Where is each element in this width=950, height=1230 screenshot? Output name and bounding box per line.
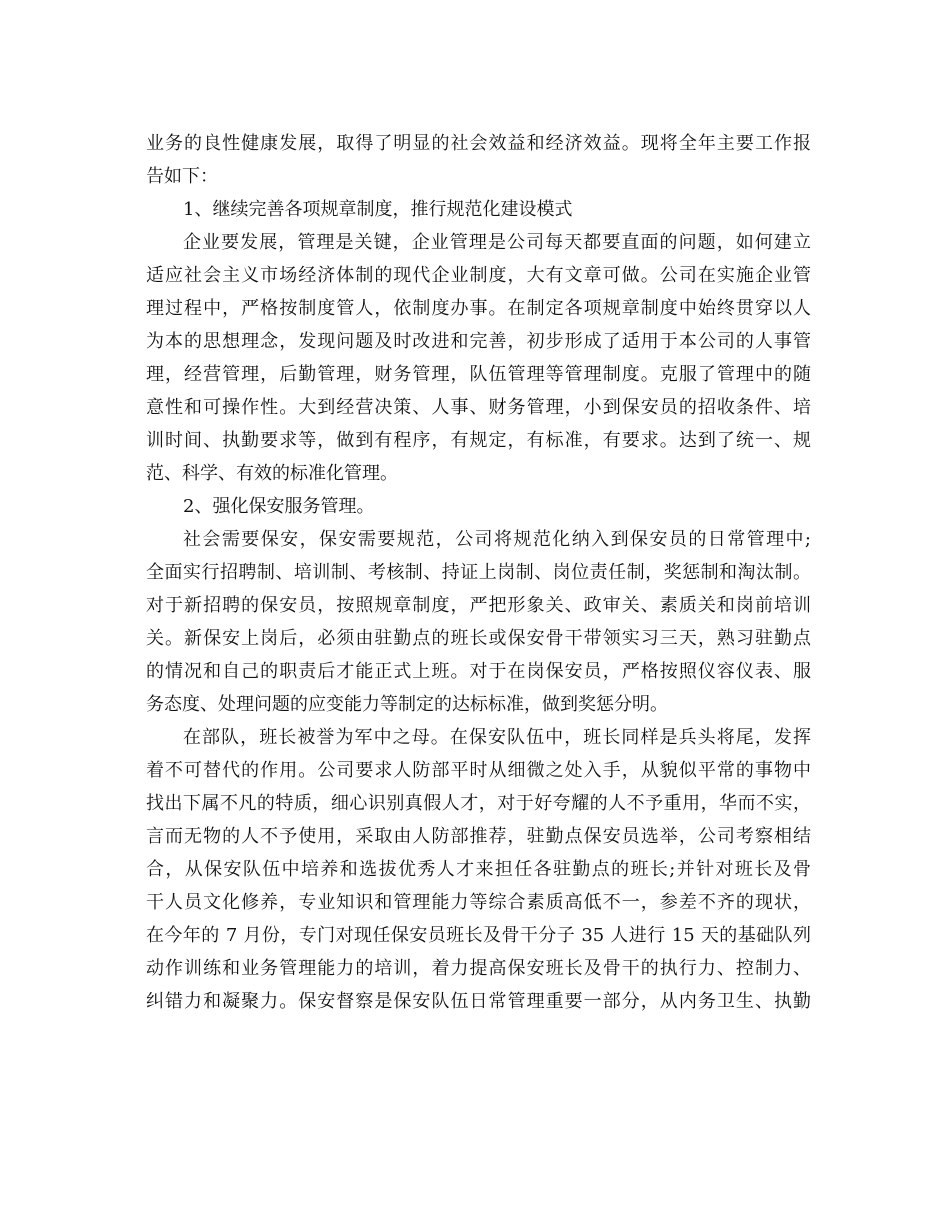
text-line: 合，从保安队伍中培养和选拔优秀人才来担任各驻勤点的班长;并针对班长及骨 — [146, 859, 811, 880]
section-heading: 2、强化保安服务管理。 — [183, 496, 375, 517]
text-line: 理，经营管理，后勤管理，财务管理，队伍管理等管理制度。克服了管理中的随 — [146, 364, 811, 385]
text-line: 干人员文化修养，专业知识和管理能力等综合素质高低不一，参差不齐的现状， — [146, 892, 811, 913]
text-line: 关。新保安上岗后，必须由驻勤点的班长或保安骨干带领实习三天，熟习驻勤点 — [146, 628, 811, 649]
text-line: 适应社会主义市场经济体制的现代企业制度，大有文章可做。公司在实施企业管 — [146, 265, 811, 286]
text-line: 为本的思想理念，发现问题及时改进和完善，初步形成了适用于本公司的人事管 — [146, 331, 811, 352]
text-line: 训时间、执勤要求等，做到有程序，有规定，有标准，有要求。达到了统一、规 — [146, 430, 811, 451]
text-line: 告如下： — [146, 166, 218, 187]
text-line: 范、科学、有效的标准化管理。 — [146, 463, 398, 484]
text-line: 对于新招聘的保安员，按照规章制度，严把形象关、政审关、素质关和岗前培训 — [146, 595, 811, 616]
text-line: 务态度、处理问题的应变能力等制定的达标标准，做到奖惩分明。 — [146, 694, 668, 715]
text-line: 在今年的 7 月份，专门对现任保安员班长及骨干分子 35 人进行 15 天的基础队列 — [146, 925, 811, 946]
text-line: 业务的良性健康发展，取得了明显的社会效益和经济效益。现将全年主要工作报 — [146, 133, 811, 154]
text-line: 言而无物的人不予使用，采取由人防部推荐，驻勤点保安员选举，公司考察相结 — [146, 826, 811, 847]
document-body — [146, 127, 811, 1018]
text-line: 全面实行招聘制、培训制、考核制、持证上岗制、岗位责任制，奖惩制和淘汰制。 — [146, 562, 811, 583]
text-line: 在部队，班长被誉为军中之母。在保安队伍中，班长同样是兵头将尾，发挥 — [183, 727, 811, 748]
text-line: 的情况和自己的职责后才能正式上班。对于在岗保安员，严格按照仪容仪表、服 — [146, 661, 811, 682]
text-line: 理过程中，严格按制度管人，依制度办事。在制定各项规章制度中始终贯穿以人 — [146, 298, 811, 319]
text-line: 动作训练和业务管理能力的培训，着力提高保安班长及骨干的执行力、控制力、 — [146, 958, 811, 979]
section-heading: 1、继续完善各项规章制度，推行规范化建设模式 — [183, 199, 573, 220]
text-line: 意性和可操作性。大到经营决策、人事、财务管理，小到保安员的招收条件、培 — [146, 397, 811, 418]
text-line: 企业要发展，管理是关键，企业管理是公司每天都要直面的问题，如何建立 — [183, 232, 811, 253]
text-line: 找出下属不凡的特质，细心识别真假人才，对于好夸耀的人不予重用，华而不实， — [146, 793, 811, 814]
text-line: 纠错力和凝聚力。保安督察是保安队伍日常管理重要一部分，从内务卫生、执勤 — [146, 991, 811, 1012]
text-line: 着不可替代的作用。公司要求人防部平时从细微之处入手，从貌似平常的事物中 — [146, 760, 811, 781]
text-line: 社会需要保安，保安需要规范，公司将规范化纳入到保安员的日常管理中; — [183, 529, 811, 550]
